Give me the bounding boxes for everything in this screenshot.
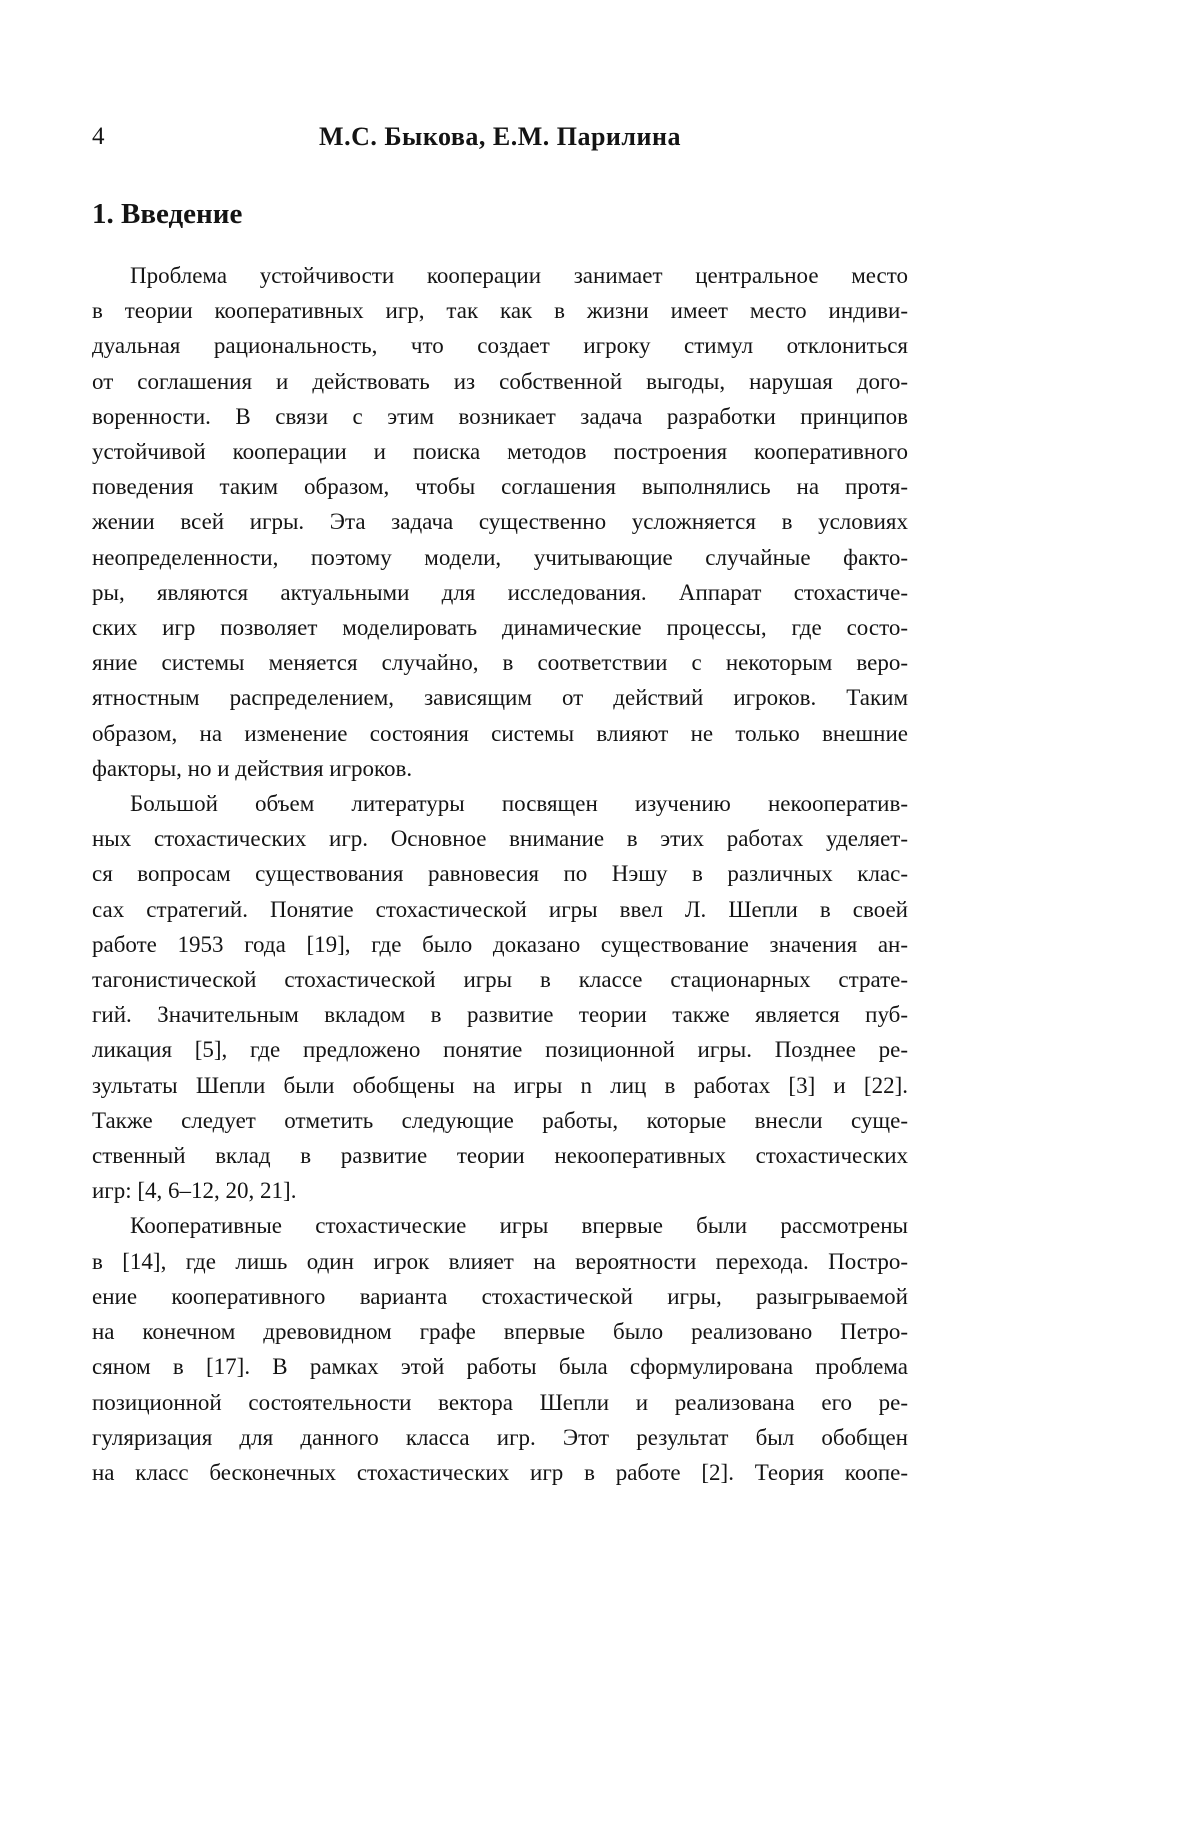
text-line: ственный вклад в развитие теории некооперативных стохастических: [92, 1143, 908, 1169]
text-line: Также следует отметить следующие работы, которые внесли суще-: [92, 1107, 908, 1133]
section-heading: 1. Введение: [92, 198, 243, 230]
paragraph: [92, 258, 908, 786]
text-line: Проблема устойчивости кооперации занимает центральное место: [130, 263, 908, 288]
page-number: 4: [92, 123, 105, 150]
text-line: ры, являются актуальными для исследования. Аппарат стохастиче-: [92, 579, 908, 605]
text-line: поведения таким образом, чтобы соглашения выполнялись на протя-: [92, 474, 908, 500]
text-line: сах стратегий. Понятие стохастической игры ввел Л. Шепли в своей: [92, 896, 908, 922]
text-line: воренности. В связи с этим возникает задача разработки принципов: [92, 403, 908, 429]
text-line: на класс бесконечных стохастических игр в работе [2]. Теория коопе-: [92, 1459, 908, 1485]
text-line: игр: [4, 6–12, 20, 21].: [92, 1178, 297, 1204]
text-line: гий. Значительным вкладом в развитие теории также является пуб-: [92, 1002, 908, 1028]
text-line: ение кооперативного варианта стохастической игры, разыгрываемой: [92, 1283, 908, 1309]
text-line: ских игр позволяет моделировать динамические процессы, где состо-: [92, 615, 908, 641]
text-line: в [14], где лишь один игрок влияет на вероятности перехода. Постро-: [92, 1248, 908, 1274]
text-line: жении всей игры. Эта задача существенно усложняется в условиях: [92, 509, 908, 535]
article-body: [92, 258, 908, 1490]
text-line: гуляризация для данного класса игр. Этот результат был обобщен: [92, 1424, 908, 1450]
text-line: ятностным распределением, зависящим от действий игроков. Таким: [92, 685, 908, 711]
text-line: Большой объем литературы посвящен изучению некооператив-: [130, 791, 908, 817]
text-line: яние системы меняется случайно, в соответствии с некоторым веро-: [92, 650, 908, 676]
text-line: на конечном древовидном графе впервые было реализовано Петро-: [92, 1319, 908, 1345]
text-line: работе 1953 года [19], где было доказано существование значения ан-: [92, 931, 908, 957]
text-line: тагонистической стохастической игры в классе стационарных страте-: [92, 967, 908, 993]
text-line: ся вопросам существования равновесия по Нэшу в различных клас-: [92, 861, 908, 887]
text-line: зультаты Шепли были обобщены на игры n лиц в работах [3] и [22].: [92, 1072, 908, 1098]
text-line: ликация [5], где предложено понятие позиционной игры. Позднее ре-: [92, 1037, 908, 1063]
text-line: от соглашения и действовать из собственной выгоды, нарушая дого-: [92, 368, 908, 394]
text-line: неопределенности, поэтому модели, учитывающие случайные факто-: [92, 544, 908, 570]
text-line: в теории кооперативных игр, так как в жизни имеет место индиви-: [92, 298, 908, 324]
running-title: М.С. Быкова, Е.М. Парилина: [319, 122, 681, 151]
paragraph: [92, 1208, 908, 1490]
text-line: ных стохастических игр. Основное внимание в этих работах уделяет-: [92, 826, 908, 852]
text-line: образом, на изменение состояния системы влияют не только внешние: [92, 720, 908, 746]
text-line: позиционной состоятельности вектора Шепли и реализована его ре-: [92, 1389, 908, 1415]
text-line: устойчивой кооперации и поиска методов построения кооперативного: [92, 439, 908, 465]
text-line: сяном в [17]. В рамках этой работы была сформулирована проблема: [92, 1354, 908, 1380]
paragraph: [92, 786, 908, 1208]
text-line: Кооперативные стохастические игры впервые были рассмотрены: [130, 1213, 908, 1239]
text-line: факторы, но и действия игроков.: [92, 755, 413, 781]
text-line: дуальная рациональность, что создает игроку стимул отклониться: [92, 333, 908, 359]
running-head: [92, 122, 908, 156]
